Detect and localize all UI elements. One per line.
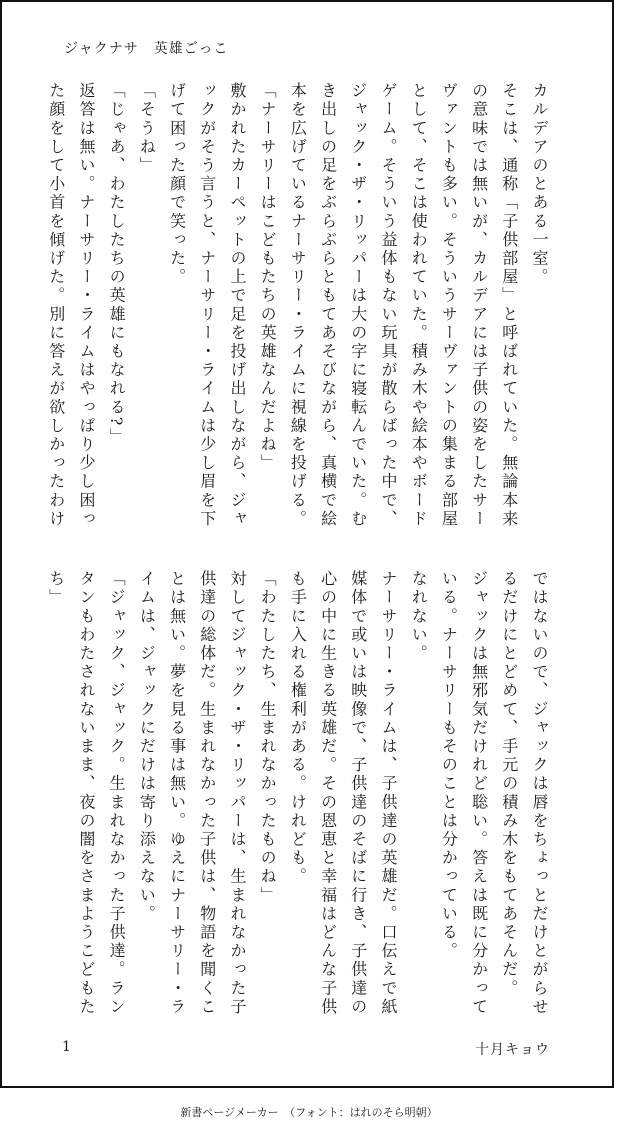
text-line: ではないので、ジャックは唇をちょっとだけとがらせ: [530, 570, 549, 1017]
text-line: も手に入れる権利がある。けれども。: [288, 570, 308, 887]
text-line: 「ナーサリーはこどもたちの英雄なんだよね」: [258, 82, 278, 473]
text-line: げて困った顔で笑った。: [167, 82, 187, 287]
text-line: カルデアのとある一室。: [530, 82, 549, 287]
page-title: ジャクナサ 英雄ごっこ: [64, 41, 229, 57]
text-line: なれない。: [409, 570, 429, 663]
footer-credit: 新書ページメーカー （フォント：はれのそら明朝）: [180, 1106, 438, 1119]
text-line: の意味では無いが、カルデアには子供の姿をしたサー: [469, 82, 489, 529]
text-line: 心の中に生きる英雄だ。その恩恵と幸福はどんな子供: [318, 570, 338, 1017]
text-line: 「ジャック、ジャック。生まれなかった子供達。ラン: [107, 570, 127, 1017]
text-line: き出しの足をぶらぶらともてあそびながら、真横で絵: [318, 82, 338, 529]
text-line: ヴァントも多い。そういうサーヴァントの集まる部屋: [439, 82, 459, 529]
text-line: 「わたしたち、生まれなかったものね」: [258, 570, 278, 905]
text-line: るだけにとどめて、手元の積み木をもてあそんだ。: [499, 570, 519, 998]
text-line: ゲーム。そういう益体もない玩具が散らばった中で、: [378, 82, 398, 529]
page-number: 1: [62, 1039, 71, 1055]
upper-text-tier: [41, 82, 554, 532]
text-line: 「じゃあ、わたしたちの英雄にもなれる?」: [107, 82, 127, 447]
author-name: 十月キョウ: [475, 1042, 550, 1058]
text-line: 「そうね」: [137, 82, 157, 175]
lower-text-tier: [41, 570, 554, 1020]
text-line: ち」: [46, 570, 66, 608]
text-line: た顔をして小首を傾げた。別に答えが欲しかったわけ: [46, 82, 66, 529]
text-line: 本を広げているナーサリー・ライムに視線を投げる。: [288, 82, 308, 529]
text-line: 媒体で或いは映像で、子供達のそばに行き、子供達の: [348, 570, 368, 1017]
text-line: イムは、ジャックにだけは寄り添えない。: [137, 570, 157, 924]
text-line: ジャック・ザ・リッパーは大の字に寝転んでいた。む: [348, 82, 368, 529]
text-line: そこは、通称「子供部屋」と呼ばれていた。無論本来: [499, 82, 519, 529]
text-line: タンもわたされないまま、夜の闇をさまようこどもた: [76, 570, 96, 1017]
text-line: ナーサリー・ライムは、子供達の英雄だ。口伝えで紙: [378, 570, 398, 1017]
text-line: ジャックは無邪気だけれど聡い。答えは既に分かって: [469, 570, 489, 1017]
text-line: 返答は無い。ナーサリー・ライムはやっぱり少し困っ: [76, 82, 96, 529]
text-line: とは無い。夢を見る事は無い。ゆえにナーサリー・ラ: [167, 570, 187, 1017]
text-line: として、そこは使われていた。積み木や絵本やボード: [409, 82, 429, 529]
text-line: 対してジャック・ザ・リッパーは、生まれなかった子: [227, 570, 247, 1017]
text-line: 敷かれたカーペットの上で足を投げ出しながら、ジャ: [227, 82, 247, 529]
text-line: 供達の総体だ。生まれなかった子供は、物語を聞くこ: [197, 570, 217, 1017]
text-line: いる。ナーサリーもそのことは分かっている。: [439, 570, 459, 961]
text-line: ックがそう言うと、ナーサリー・ライムは少し眉を下: [197, 82, 217, 529]
